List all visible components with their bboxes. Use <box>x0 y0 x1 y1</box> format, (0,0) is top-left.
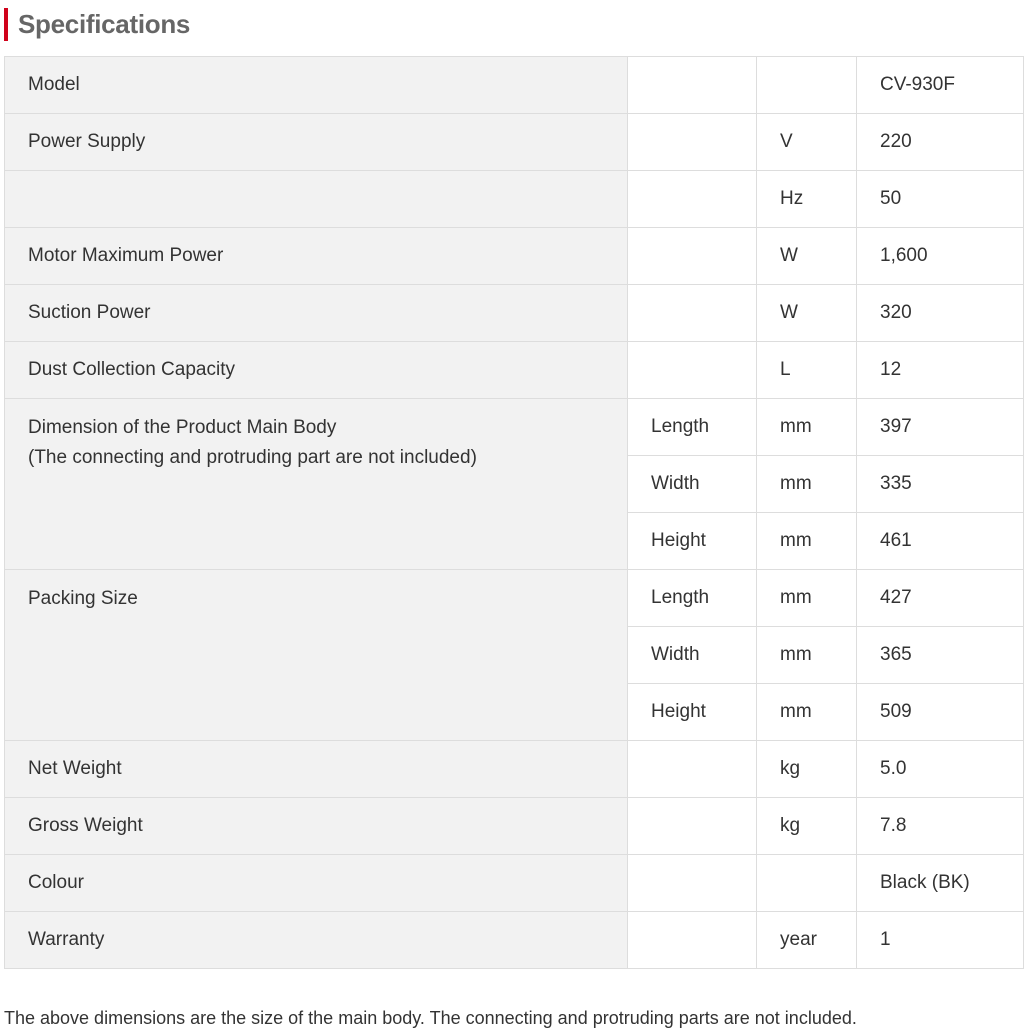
footnote: The above dimensions are the size of the main body. The connecting and protruding parts are not included. <box>4 1008 857 1028</box>
row-sub: Height <box>628 684 757 741</box>
row-label: Net Weight <box>5 741 628 798</box>
row-value: 461 <box>857 513 1024 570</box>
row-sub: Width <box>628 456 757 513</box>
row-sub: Width <box>628 627 757 684</box>
row-value: 5.0 <box>857 741 1024 798</box>
row-value: 1,600 <box>857 228 1024 285</box>
row-label: Motor Maximum Power <box>5 228 628 285</box>
row-unit: mm <box>757 684 857 741</box>
row-value: 50 <box>857 171 1024 228</box>
row-unit <box>757 855 857 912</box>
row-label: Colour <box>5 855 628 912</box>
row-unit: mm <box>757 399 857 456</box>
row-label <box>5 171 628 228</box>
row-unit: V <box>757 114 857 171</box>
row-value: 220 <box>857 114 1024 171</box>
row-value: 7.8 <box>857 798 1024 855</box>
row-sub <box>628 114 757 171</box>
row-label: Model <box>5 57 628 114</box>
row-label: Warranty <box>5 912 628 969</box>
section-heading <box>4 8 190 41</box>
table-row-packing-length <box>5 570 1024 627</box>
row-sub: Length <box>628 399 757 456</box>
row-sub <box>628 342 757 399</box>
table-row-suction-power <box>5 285 1024 342</box>
row-unit: year <box>757 912 857 969</box>
table-row-warranty <box>5 912 1024 969</box>
row-sub <box>628 57 757 114</box>
table-row-dimension-length <box>5 399 1024 456</box>
row-sub: Length <box>628 570 757 627</box>
row-unit: kg <box>757 741 857 798</box>
row-value: 12 <box>857 342 1024 399</box>
table-row-net-weight <box>5 741 1024 798</box>
row-unit: mm <box>757 627 857 684</box>
row-label-dimension <box>5 399 628 570</box>
row-label: Gross Weight <box>5 798 628 855</box>
row-value: 1 <box>857 912 1024 969</box>
table-row-dust-capacity <box>5 342 1024 399</box>
table-row-colour <box>5 855 1024 912</box>
row-unit: mm <box>757 456 857 513</box>
row-unit: W <box>757 228 857 285</box>
row-sub <box>628 285 757 342</box>
row-unit: mm <box>757 513 857 570</box>
row-label: Dust Collection Capacity <box>5 342 628 399</box>
row-sub <box>628 171 757 228</box>
row-sub <box>628 912 757 969</box>
page-title: Specifications <box>18 9 191 39</box>
row-sub <box>628 855 757 912</box>
row-value: 509 <box>857 684 1024 741</box>
row-unit: mm <box>757 570 857 627</box>
row-sub <box>628 741 757 798</box>
table-row-power-supply-v <box>5 114 1024 171</box>
heading-accent-bar <box>4 8 8 41</box>
dimension-label-line2: (The connecting and protruding part are not included) <box>28 447 477 468</box>
table-row-model <box>5 57 1024 114</box>
row-label: Suction Power <box>5 285 628 342</box>
row-label-packing-size: Packing Size <box>5 570 628 741</box>
row-value: CV-930F <box>857 57 1024 114</box>
row-unit: Hz <box>757 171 857 228</box>
row-unit: kg <box>757 798 857 855</box>
table-row-power-supply-hz <box>5 171 1024 228</box>
row-value: 427 <box>857 570 1024 627</box>
row-sub <box>628 228 757 285</box>
row-value: 335 <box>857 456 1024 513</box>
row-value: 397 <box>857 399 1024 456</box>
row-unit: W <box>757 285 857 342</box>
specifications-table <box>4 56 1024 969</box>
dimension-label-line1: Dimension of the Product Main Body <box>28 417 337 438</box>
row-label: Power Supply <box>5 114 628 171</box>
row-sub <box>628 798 757 855</box>
row-value: 365 <box>857 627 1024 684</box>
row-value: Black (BK) <box>857 855 1024 912</box>
row-unit: L <box>757 342 857 399</box>
table-row-motor-max-power <box>5 228 1024 285</box>
row-unit <box>757 57 857 114</box>
row-sub: Height <box>628 513 757 570</box>
row-value: 320 <box>857 285 1024 342</box>
table-row-gross-weight <box>5 798 1024 855</box>
